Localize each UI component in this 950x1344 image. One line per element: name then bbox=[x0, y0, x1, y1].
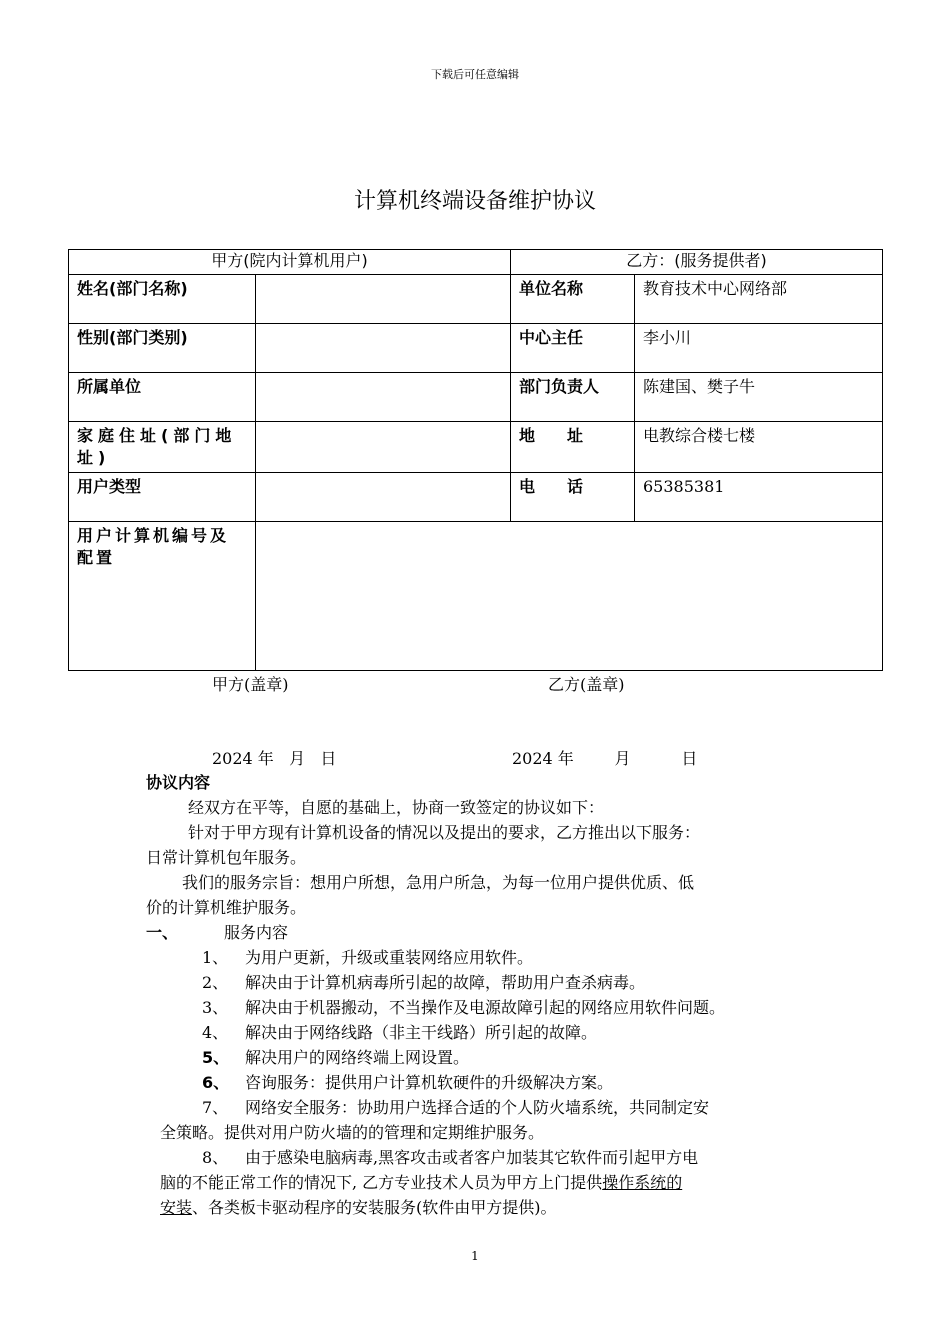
field-computer-config[interactable] bbox=[256, 522, 883, 671]
page-number: 1 bbox=[471, 1249, 479, 1263]
item-6-number: 6、 bbox=[202, 1073, 230, 1092]
paragraph-2-line1: 针对于甲方现有计算机设备的情况以及提出的要求，乙方推出以下服务： bbox=[188, 823, 701, 842]
item-8-line2 bbox=[160, 1170, 682, 1195]
label-gender: 性别(部门类别) bbox=[69, 324, 256, 373]
field-affiliation[interactable] bbox=[256, 373, 511, 422]
field-gender[interactable] bbox=[256, 324, 511, 373]
label-computer-config: 用户计算机编号及配置 bbox=[69, 522, 256, 671]
document-title: 计算机终端设备维护协议 bbox=[353, 189, 596, 214]
party-b-stamp: 乙方(盖章) bbox=[548, 675, 625, 694]
section-1-title: 服务内容 bbox=[224, 923, 289, 942]
label-address: 家庭住址(部门地址) bbox=[69, 422, 256, 473]
item-4-number: 4、 bbox=[202, 1023, 229, 1042]
paragraph-1: 经双方在平等，自愿的基础上，协商一致签定的协议如下： bbox=[188, 798, 605, 817]
content-heading: 协议内容 bbox=[146, 773, 211, 792]
party-b-date: 2024 年 月 日 bbox=[512, 749, 698, 768]
label-user-type: 用户类型 bbox=[69, 473, 256, 522]
party-a-date: 2024 年 月 日 bbox=[212, 749, 337, 768]
item-6-text: 咨询服务：提供用户计算机软硬件的升级解决方案。 bbox=[245, 1073, 614, 1092]
label-unit-name: 单位名称 bbox=[511, 275, 635, 324]
item-3-text: 解决由于机器搬动，不当操作及电源故障引起的网络应用软件问题。 bbox=[245, 998, 726, 1017]
item-7-continuation: 全策略。提供对用户防火墙的的管理和定期维护服务。 bbox=[160, 1123, 545, 1142]
party-a-stamp: 甲方(盖章) bbox=[212, 675, 289, 694]
os-install-link-part2: 安装 bbox=[160, 1198, 193, 1217]
label-director: 中心主任 bbox=[511, 324, 635, 373]
label-affiliation: 所属单位 bbox=[69, 373, 256, 422]
label-b-address: 地 址 bbox=[511, 422, 635, 473]
item-7-number: 7、 bbox=[202, 1098, 229, 1117]
item-8-number: 8、 bbox=[202, 1148, 229, 1167]
party-b-header: 乙方：(服务提供者) bbox=[511, 250, 883, 275]
item-2-text: 解决由于计算机病毒所引起的故障，帮助用户查杀病毒。 bbox=[245, 973, 646, 992]
item-7-text: 网络安全服务：协助用户选择合适的个人防火墙系统，共同制定安 bbox=[245, 1098, 710, 1117]
item-3-number: 3、 bbox=[202, 998, 229, 1017]
paragraph-2-line2: 日常计算机包年服务。 bbox=[146, 848, 307, 867]
item-8-line3 bbox=[160, 1195, 557, 1220]
paragraph-3-line2: 价的计算机维护服务。 bbox=[146, 898, 307, 917]
value-dept-head: 陈建国、樊子牛 bbox=[635, 373, 883, 422]
agreement-form-table bbox=[68, 249, 883, 671]
item-8-line3-text: 、各类板卡驱动程序的安装服务(软件由甲方提供)。 bbox=[192, 1198, 557, 1217]
field-name[interactable] bbox=[256, 275, 511, 324]
item-4-text: 解决由于网络线路（非主干线路）所引起的故障。 bbox=[245, 1023, 598, 1042]
label-dept-head: 部门负责人 bbox=[511, 373, 635, 422]
item-1-text: 为用户更新，升级或重装网络应用软件。 bbox=[245, 948, 534, 967]
item-2-number: 2、 bbox=[202, 973, 229, 992]
item-8-line1: 由于感染电脑病毒,黑客攻击或者客户加装其它软件而引起甲方电 bbox=[245, 1148, 699, 1167]
party-a-header: 甲方(院内计算机用户) bbox=[69, 250, 511, 275]
os-install-link-part1: 操作系统的 bbox=[602, 1173, 683, 1192]
value-b-address: 电教综合楼七楼 bbox=[635, 422, 883, 473]
item-5-text: 解决用户的网络终端上网设置。 bbox=[245, 1048, 470, 1067]
value-unit-name: 教育技术中心网络部 bbox=[635, 275, 883, 324]
field-address[interactable] bbox=[256, 422, 511, 473]
paragraph-3-line1: 我们的服务宗旨：想用户所想，急用户所急，为每一位用户提供优质、低 bbox=[182, 873, 695, 892]
field-user-type[interactable] bbox=[256, 473, 511, 522]
value-phone: 65385381 bbox=[635, 473, 883, 522]
header-note: 下载后可任意编辑 bbox=[431, 68, 519, 81]
label-phone: 电 话 bbox=[511, 473, 635, 522]
label-name: 姓名(部门名称) bbox=[69, 275, 256, 324]
item-8-line2-text: 脑的不能正常工作的情况下, 乙方专业技术人员为甲方上门提供 bbox=[160, 1173, 603, 1192]
value-director: 李小川 bbox=[635, 324, 883, 373]
item-1-number: 1、 bbox=[202, 948, 229, 967]
section-1-number: 一、 bbox=[146, 923, 179, 942]
item-5-number: 5、 bbox=[202, 1048, 230, 1067]
